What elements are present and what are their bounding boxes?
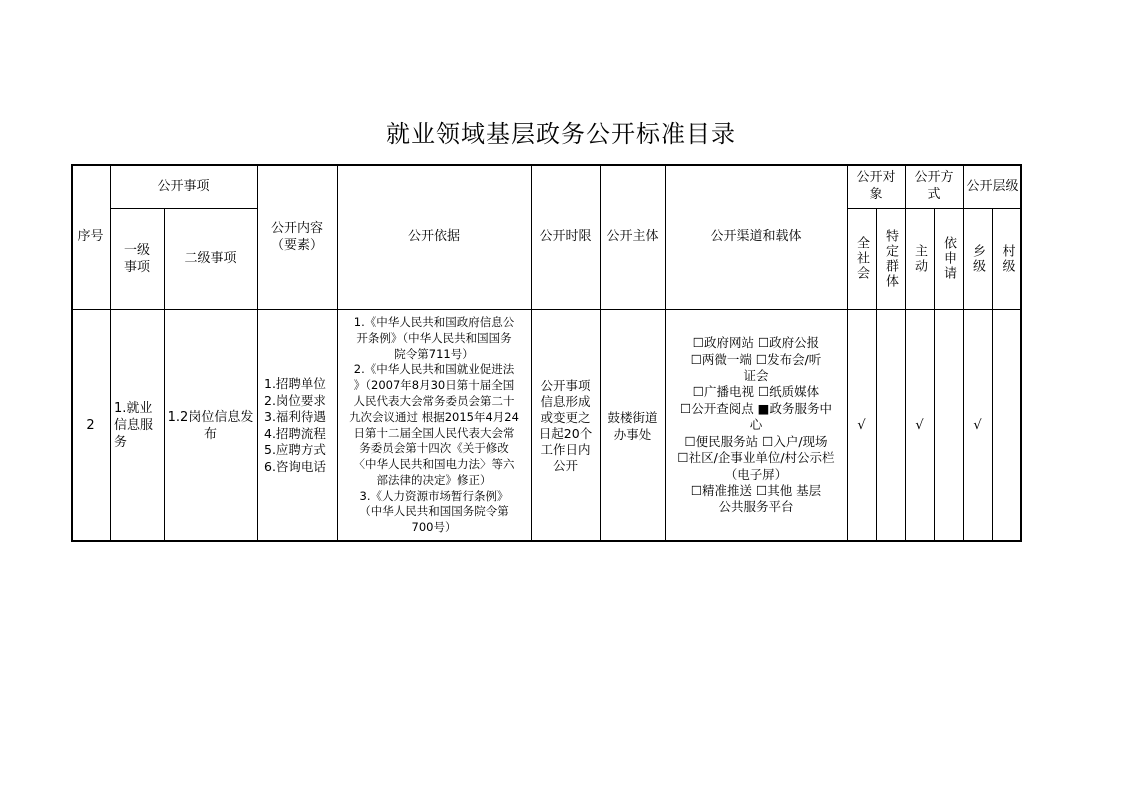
header-content: 公开内容 （要素） <box>270 220 323 253</box>
header-seq: 序号 <box>77 229 104 244</box>
row-mode-active: √ <box>915 418 924 433</box>
header-target-specific <box>876 208 905 309</box>
header-level1: 一级 事项 <box>123 242 150 275</box>
header-target-all <box>847 208 876 309</box>
header-mode-active <box>905 208 934 309</box>
row-subject: 鼓楼街道 办事处 <box>607 409 658 442</box>
row-channel: ☐政府网站 ☐政府公报 ☐两微一端 ☐发布会/听 证会 ☐广播电视 ☐纸质媒体 ☐公开查阅点 ■政务服务中 心 ☐便民服务站 ☐入户/现场 ☐社区/企事业单位/村公示栏 （电子屏） ☐精准推送 ☐其他 基层 公共服务平台 <box>677 335 835 515</box>
header-target-group: 公开对 象 <box>856 170 896 202</box>
header-mode-active-label: 主动 <box>912 243 927 274</box>
row-level2: 1.2岗位信息发 布 <box>167 409 254 442</box>
header-time-limit: 公开时限 <box>539 229 592 244</box>
row-mode-request <box>934 309 963 542</box>
row-level-town: √ <box>973 418 982 433</box>
row-target-all: √ <box>857 418 866 433</box>
header-matter-group: 公开事项 <box>157 178 210 194</box>
header-level-village <box>992 208 1022 309</box>
row-content: 1.招聘单位 2.岗位要求 3.福利待遇 4.招聘流程 5.应聘方式 6.咨询电话 <box>264 376 326 474</box>
header-mode-group: 公开方 式 <box>914 170 954 202</box>
header-mode-request <box>934 208 963 309</box>
header-level-village-label: 村级 <box>999 243 1015 274</box>
row-level1: 1.就业 信息服 务 <box>114 401 154 450</box>
row-level-village <box>992 309 1022 542</box>
header-target-specific-label: 特定群体 <box>883 228 898 289</box>
page-title: 就业领域基层政务公开标准目录 <box>386 120 736 148</box>
header-level2: 二级事项 <box>184 251 237 266</box>
row-target-specific <box>876 309 905 542</box>
row-time-limit: 公开事项 信息形成 或变更之 日起20个 工作日内 公开 <box>538 377 593 473</box>
row-basis: 1.《中华人民共和国政府信息公 开条例》（中华人民共和国国务 院令第711号） 2.《中华人民共和国就业促进法 》（2007年8月30日第十届全国 人民代表大会常务委员会第二十 九次会议通过 根据2015年4月24 日第十二届全国人民代表大会常 务委员会第十四次《关于修改 〈中华人民共和国电力法〉等六 部法律的决定》修正） 3.《人力资源市场暂行条例》 （中华人民共和国国务院令第 700号） <box>349 314 519 535</box>
header-level-town-label: 乡级 <box>970 243 985 274</box>
header-channel: 公开渠道和载体 <box>710 229 802 244</box>
header-level-town <box>963 208 992 309</box>
row-seq: 2 <box>86 418 95 433</box>
header-target-all-label: 全社会 <box>854 236 869 281</box>
header-subject: 公开主体 <box>606 229 659 244</box>
header-level-group: 公开层级 <box>966 178 1019 194</box>
header-mode-request-label: 依申请 <box>941 236 956 281</box>
header-basis: 公开依据 <box>407 229 460 244</box>
